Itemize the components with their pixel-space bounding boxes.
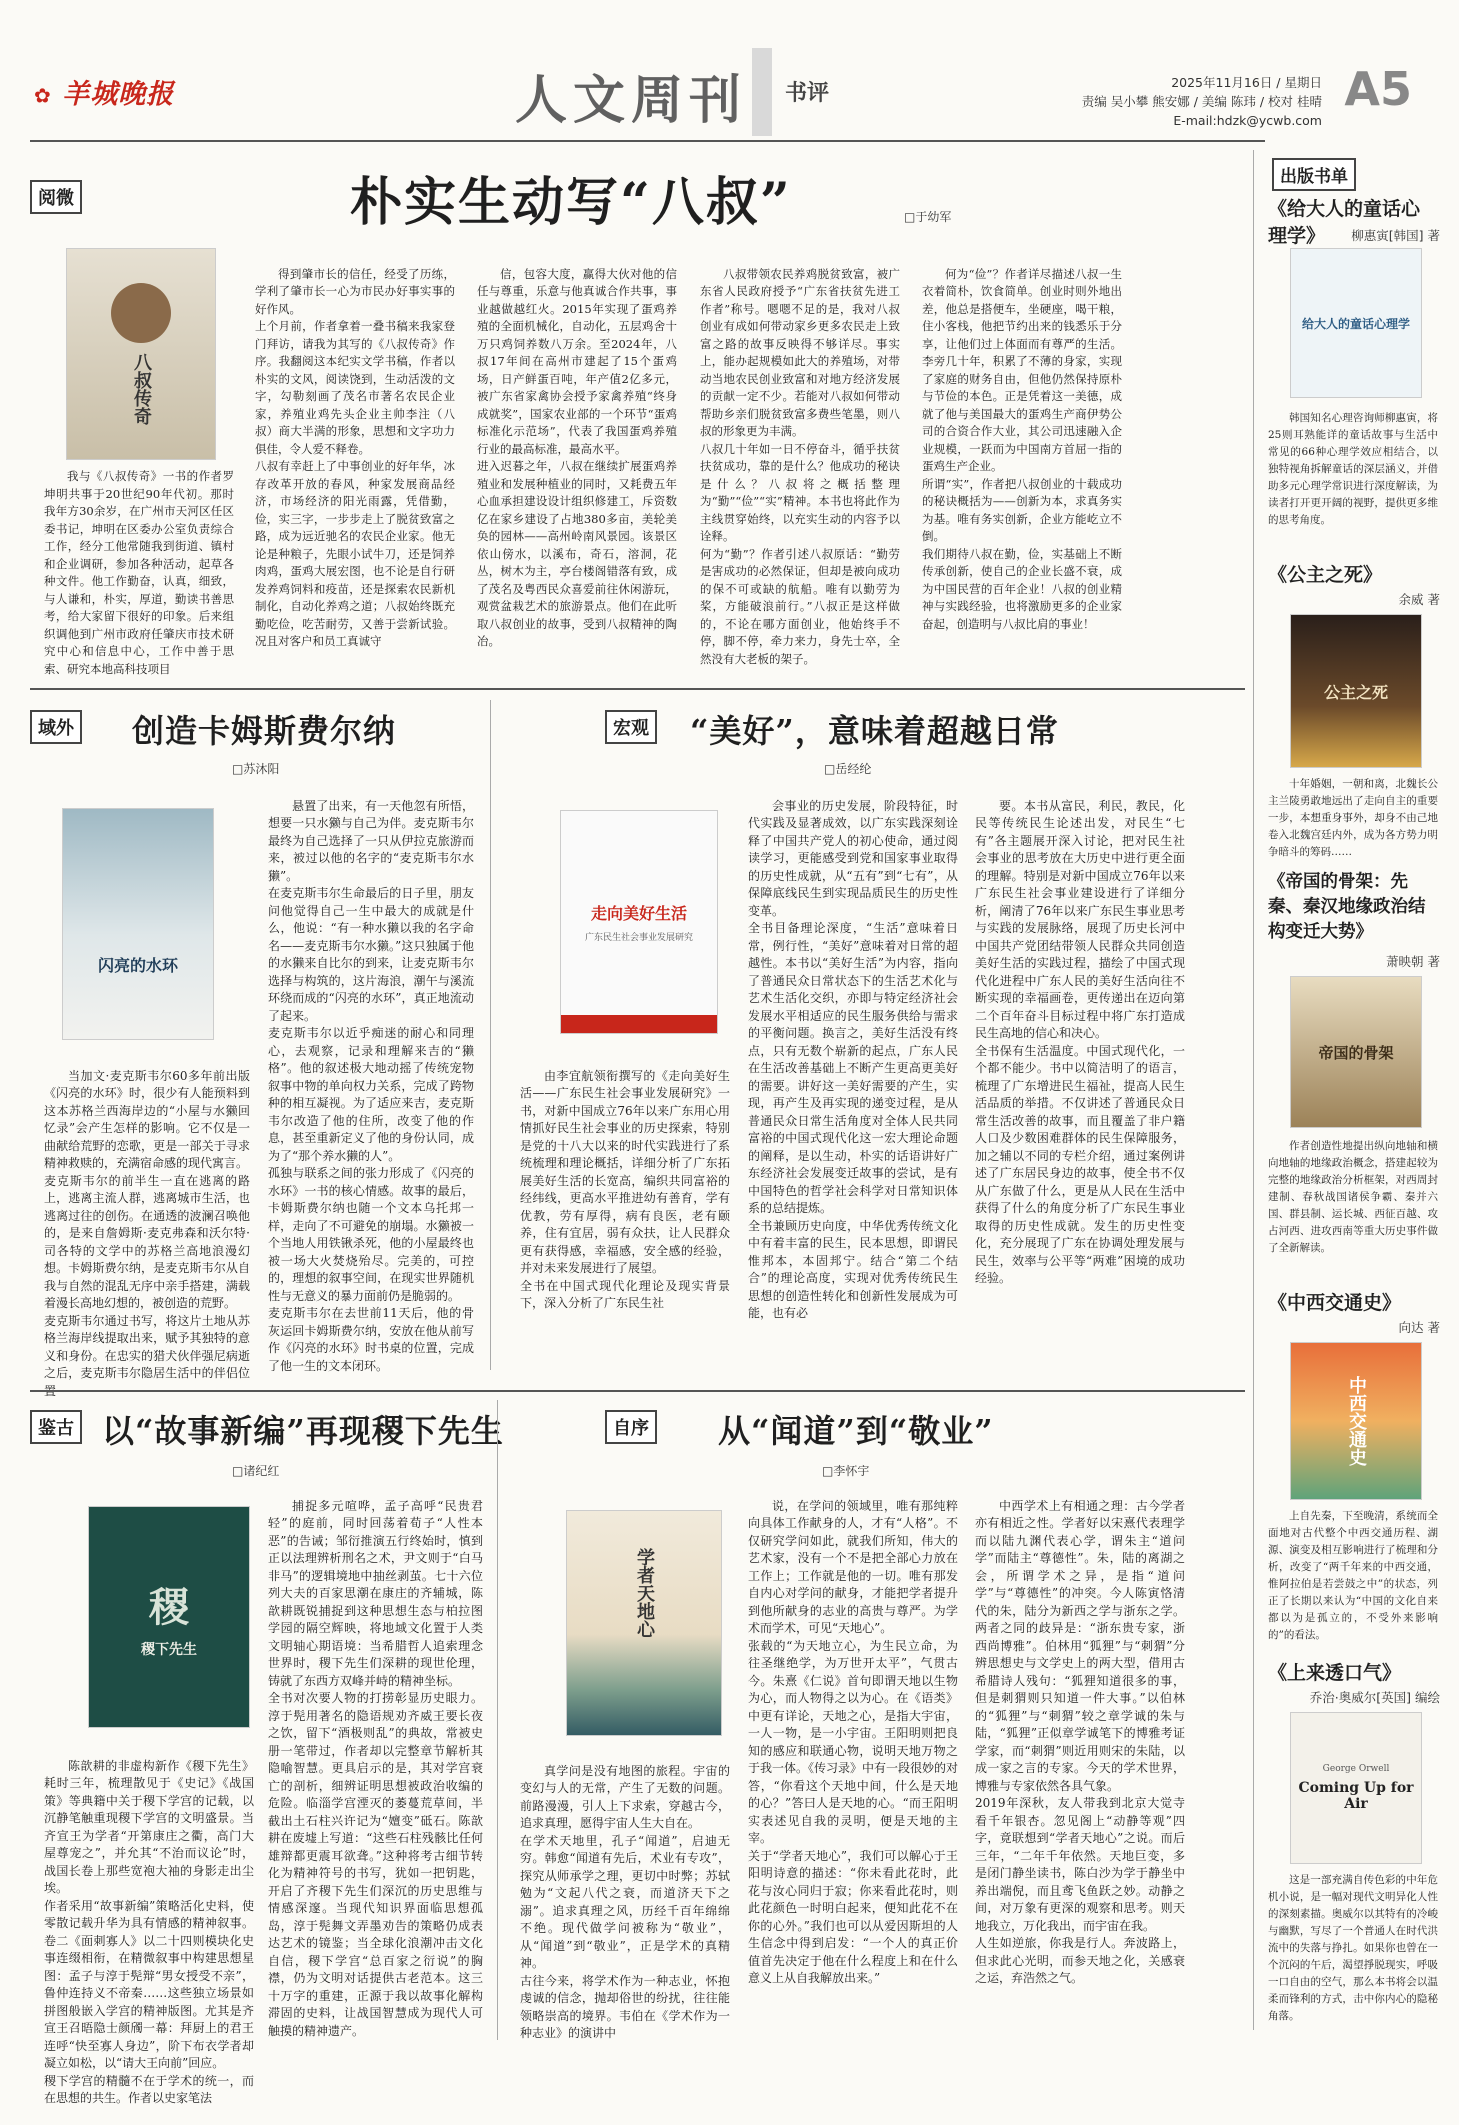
- article5-author: □李怀宇: [822, 1464, 870, 1478]
- book2-description: [1268, 776, 1438, 856]
- column-tag: 宏观: [605, 710, 657, 744]
- book1-author: 柳惠寅[韩国] 著: [1351, 228, 1440, 243]
- book3-title: 《帝国的骨架：先秦、秦汉地缘政治结构变迁大势》: [1268, 872, 1426, 942]
- article1-col-1: [44, 468, 234, 676]
- cover-author: George Orwell: [1322, 1764, 1390, 1774]
- article3-col-3: [975, 780, 1185, 1370]
- article2-book-cover: [62, 808, 214, 1040]
- section-rule: [30, 1390, 1245, 1392]
- article3-tag: [605, 710, 657, 744]
- paragraph: 何为“俭”？作者详尽描述八叔一生衣着简朴，饮食简单。创业时则外地出差，他总是搭便车，坐硬座，喝干粮，住小客栈，他把节约出来的钱悉乐于分享，让他们过上体面而有尊严的生活。李旁几十年，积累了不薄的身家，实现了家庭的财务自由，但他仍然保持原朴与节俭的本色。正是凭着这一美德，成就了他与美国最大的蛋鸡生产商伊势公司的合资合作大业，其公司迅速融入企业规模，一跃而为中国南方首屈一指的蛋鸡生产企业。 所谓“实”，作者把八叔创业的十载成功的秘诀概括为——创新为本，求真务实为基。唯有务实创新，企业方能屹立不倒。 我们期待八叔在勤，俭，实基础上不断传承创新，使自己的企业长盛不衰，成为中国民营的百年企业！八叔的创业精神与实践经验，也将激励更多的企业家奋起，创造明与八叔比肩的事业！: [922, 266, 1122, 631]
- book1-title: 《给大人的童话心理学》: [1268, 198, 1421, 247]
- article4-col-2: [268, 1480, 483, 2040]
- book4-author: 向达 著: [1398, 1320, 1440, 1335]
- article4-author: □诸纪红: [232, 1464, 280, 1478]
- paragraph: 十年婚姻，一朝和离，北魏长公主兰陵勇敢地远出了走向自主的重要一步，本想重身事外，却身不由己地卷入北魏宫廷内外，成为各方势力明争暗斗的筹码……: [1268, 778, 1438, 858]
- supplement-title: 人文周刊: [515, 70, 748, 131]
- paragraph: 韩国知名心理咨询师柳惠寅，将25则耳熟能详的童话故事与生活中常见的66种心理学效应相结合，以独特视角拆解童话的深层涵义，并借助多元心理学常识进行深度解读，为读者打开更开阔的视野，提供更多维的思考角度。: [1268, 412, 1438, 526]
- sidebar-header: [1272, 158, 1356, 191]
- cover-title: 闪亮的水环: [97, 955, 178, 975]
- article5-tag: [605, 1410, 657, 1444]
- header-rule: [30, 140, 1265, 142]
- paragraph: 中西学术上有相通之理：古今学者亦有相近之性。学者好以宋熹代表理学而以陆九渊代表心学，谓朱主“道问学”而陆主“尊德性”。朱，陆的离湖之会，所谓学术之异，是指“道问学”与“尊德性”的冲突。今人陈寅恪清代的朱，陆分为新西之学与浙东之学。两者之同的歧异是：“浙东贵专家，浙西尚博雅”。伯林用“狐狸”与“刺猬”分辨思想史与文学史上的两大型，借用古希腊诗人残句：“狐狸知道很多的事，但是刺猬则只知道一件大事。”以伯林的“狐狸”与“刺猬”较之章学诚的朱与陆，“狐狸”正似章学诚笔下的博雅考证学家，而“刺猬”则近用则宋的朱陆，以成一家之言的专家。今天的学术世界，博雅与专家依然各具气象。 2019年深秋，友人带我到北京大觉寺看千年银杏。忽见阁上“动静等观”四字，竟联想到“学者天地心”之说。而后三年，“二年千年依然。天地巨变，多是闭门静坐读书，陈白沙为学于静坐中养出端倪，而且鸢飞鱼跃之妙。动静之间，对万象有更深的观察和思考。则天地我立，万化我出，而宇宙在我。 人生如逆旅，你我是行人。奔波路上，但求此心光明，而参天地之化，关感衰之运，弃浩然之气。: [975, 1498, 1185, 1985]
- article3-headline: “美好”，意味着超越日常: [690, 712, 1059, 750]
- cover-title: 给大人的童话心理学: [1301, 316, 1410, 331]
- paragraph: 说，在学问的领域里，唯有那纯粹向具体工作献身的人，才有“人格”。不仅研究学问如此，就我们所知，伟大的艺术家，没有一个不是把全部心力放在工作上；工作就是他的一切。唯有那发自内心对学问的献身，才能把学者提升到他所献身的志业的高贵与尊严。为学术而学术，可见“天地心”。 张载的“为天地立心，为生民立命，为往圣继绝学，为万世开太平”，气贯古今。朱熹《仁说》首句即谓天地以生物为心，而人物得之以为心。在《语类》中更有详论，天地之心，是指大宇宙，一人一物，是一小宇宙。王阳明则把良知的感应和联通心物，说明天地万物之于我一体。《传习录》中有一段很妙的对答，“你看这个天地中间，什么是天地的心？”答曰人是天地的心。“而王阳明实表述见自我的灵明，便是天地的主宰。 关于“学者天地心”，我们可以解心于王阳明诗意的描述：“你未看此花时，此花与汝心同归于寂；你来看此花时，则此花颜色一时明白起来，便知此花不在你的心外。”我们也可以从爱因斯坦的人生信念中得到启发：“一个人的真正价值首先决定于他在什么程度上和在什么意义上从自我解放出来。”: [748, 1498, 959, 1985]
- paragraph: 捕捉多元喧哗，孟子高呼“民贵君轻”的庭前，同时回荡着荀子“人性本恶”的告诫；邹衍推演五行终始时，慎到正以法理辨析刑名之术，尹文则于“白马非马”的逻辑境地中抽丝剥茧。七十六位列大夫的百家思潮在康庄的齐辅城，陈歆耕既锐捕捉到这种思想生态与柏拉图学园的隔空辉映，将地域文化置于人类文明轴心期语境：当希腊哲人追索理念世界时，稷下先生们深耕的现世伦理，铸就了东西方双峰并峙的精神坐标。 全书对次要人物的打捞彰显历史眼力。淳于髡用著名的隐语规劝齐威王要长夜之饮，留下“酒极则乱”的典故，常被史册一笔带过，作者却以完整章节解析其隐喻智慧。更具启示的是，其对学宫衰亡的剖析，细辨证明思想被政治收编的危险。临淄学宫湮灭的萎蔓荒草间，半截出土石柱兴许记为“嬗变”砥石。陈歆耕在废墟上写道：“这些石柱残骸比任何雄辩都更震耳欲聋。”这种将考古细节转化为精神符号的书写，犹如一把钥匙，开启了齐稷下先生们深沉的历史思维与情感深邃。当现代知识界面临思想孤岛，淳于髡舞文弄墨劝告的策略仍成表达艺术的镜鉴；当全球化浪潮冲击文化自信，稷下学宫“总百家之衍说”的胸襟，仍为文明对话提供古老范本。这三十万字的重建，正源于我以故事化解构滞固的史料，让战国智慧成为现代人可触摸的精神遗产。: [268, 1498, 483, 2038]
- article5-col-2: [748, 1480, 958, 2040]
- article3-author: □岳经纶: [824, 762, 872, 776]
- editor-credits: 责编 吴小攀 熊安娜 / 美编 陈玮 / 校对 桂晴: [1081, 94, 1322, 109]
- cover-glyph: 稷: [149, 1583, 189, 1631]
- book3-description: [1268, 1138, 1438, 1273]
- cover-title: 中西交通史: [1346, 1376, 1367, 1466]
- article4-col-1: [44, 1740, 254, 2105]
- contact-email[interactable]: E-mail:hdzk@ycwb.com: [1173, 113, 1322, 128]
- cover-title: 走向美好生活: [590, 904, 687, 923]
- cover-title: 八叔传奇: [131, 353, 152, 425]
- paragraph: 我与《八叔传奇》一书的作者罗坤明共事于20世纪90年代初。那时我年方30余岁，在广州市天河区任区委书记，坤明在区委办公室负责综合工作，经分工他常随我到街道、镇村和企业调研，参加各种活动，起草各种文件。他工作勤奋，认真，细致，与人谦和，朴实，厚道，勤读书善思考，给大家留下很好的印象。后来组织调他到广州市政府任肇庆市技术研究中心和信息中心，工作中善于思索、研究本地高科技项目: [44, 469, 234, 676]
- book1-cover: [1290, 248, 1422, 398]
- article5-col-3: [975, 1480, 1185, 2040]
- section-rule: [30, 688, 1245, 690]
- article2-tag: [30, 710, 82, 744]
- page-meta: [1082, 73, 1322, 130]
- book5-description: [1268, 1872, 1438, 2037]
- article1-book-cover: [66, 248, 216, 460]
- paragraph: 悬置了出来，有一天他忽有所悟，想要一只水獭与自己为伴。麦克斯韦尔最终为自己选择了一只从伊拉克旅游而来，被过以他的名字的“麦克斯韦尔水獭”。 在麦克斯韦尔生命最后的日子里，朋友问他觉得自己一生中最大的成就是什么，他说：“有一种水獭以我的名字命名——麦克斯韦尔水獭。”这只独属于他的水獭来自比尔的到来，让麦克斯韦尔选择与构筑的，这片海浪，潮午与溪流环绕而成的“闪亮的水环”，真正地流动了起来。 麦克斯韦尔以近乎痴迷的耐心和同理心，去观察，记录和理解来吉的“獭格”。他的叙述极大地动摇了传统宠物叙事中物的单向权力关系，完成了跨物种的相互凝视。为了适应来吉，麦克斯韦尔改造了他的住所，改变了他的作息，甚至重新定义了他的身份认同，成为了“那个养水獭的人”。 孤独与联系之间的张力形成了《闪亮的水环》一书的核心情感。故事的最后，卡姆斯费尔纳也随一个文本乌托邦一样，走向了不可避免的崩塌。水獭被一个当地人用铁锹杀死，他的小屋最终也被一场大火焚烧殆尽。完美的，可控的，理想的叙事空间，在现实世界随机性与无意义的暴力面前仍是脆弱的。 麦克斯韦尔在去世前11天后，他的骨灰运回卡姆斯费尔纳，安放在他从前写作《闪亮的水环》时书桌的位置，完成了他一生的文本闭环。: [268, 798, 474, 1373]
- logo-mark-icon: ✿: [34, 83, 52, 108]
- portrait-photo: [111, 283, 171, 343]
- cover-band: [561, 1015, 717, 1033]
- cover-title: 公主之死: [1323, 682, 1388, 702]
- article1-col-5: [922, 248, 1122, 668]
- article1-tag: [30, 180, 82, 214]
- paragraph: 上自先秦，下至晚清，系统而全面地对古代整个中西交通历程、湖源、演变及相互影响进行了梳理和分析，改变了“两千年来的中西交通，惟阿拉伯是若尝鼓之中”的状态，列正了长期以来认为“中国的文化自来都以为是孤立的，不受外来影响的”的看法。: [1268, 1510, 1438, 1641]
- article2-headline: 创造卡姆斯费尔纳: [132, 712, 397, 750]
- article3-book-cover: [560, 810, 718, 1034]
- article1-headline: 朴实生动写“八叔”: [350, 172, 792, 233]
- cover-subtitle: 广东民生社会事业发展研究: [584, 933, 693, 943]
- article2-col-2: [268, 780, 474, 1373]
- book2-author: 余威 著: [1398, 592, 1440, 607]
- article2-col-1: [44, 1050, 250, 1398]
- article3-col-1: [520, 1050, 730, 1370]
- article5-book-cover: [566, 1510, 722, 1736]
- cover-title: 帝国的骨架: [1318, 1043, 1394, 1062]
- cover-title: Coming Up for Air: [1298, 1780, 1414, 1812]
- section-name: 书评: [785, 80, 830, 106]
- article4-headline: 以“故事新编”再现稷下先生: [102, 1412, 504, 1450]
- title-divider-bar: [752, 48, 772, 136]
- column-tag: 鉴古: [30, 1410, 82, 1444]
- book4-cover: [1290, 1342, 1422, 1500]
- book5-author: 乔治·奥威尔[英国] 编绘: [1309, 1690, 1440, 1705]
- book5-title: 《上来透口气》: [1268, 1662, 1402, 1684]
- cover-title: 学者天地心: [634, 1548, 655, 1638]
- logo-text: 羊城晚报: [62, 79, 175, 110]
- issue-date: 2025年11月16日 / 星期日: [1171, 75, 1322, 90]
- article4-tag: [30, 1410, 82, 1444]
- book2-cover: [1290, 614, 1422, 768]
- article2-author: □苏沐阳: [232, 762, 280, 776]
- book3-author: 萧映朝 著: [1386, 954, 1440, 969]
- column-divider: [490, 700, 491, 1370]
- paragraph: 八叔带领农民养鸡脱贫致富，被广东省人民政府授予“广东省扶贫先进工作者”称号。嗯嗯不足的是，我对八叔创业有成如何带动家乡更多农民走上致富之路的故事反映得不够详尽。事实上，能办起规模如此大的养殖场，对带动当地农民创业致富和对地方经济发展的贡献一定不少。若能对八叔如何带动帮助乡亲们脱贫致富多费些笔墨，则八叔的形象更为丰满。 八叔几十年如一日不停奋斗，循乎扶贫扶贫成功，靠的是什么？他成功的秘诀是什么？八叔将之概括整理为“勤”“俭”“实”精神。本书也将此作为主线贯穿始终，以充实生动的内容予以诠释。 何为“勤”？作者引述八叔原话：“勤劳是害成功的必然保证，但却是被向成功的保不可或缺的航船。唯有以勤劳为桨，方能破浪前行。”八叔正是这样做的，不论在哪方面创业，他始终手不停，脚不停，牵力来力，身先士卒，全然没有大老板的架子。: [700, 266, 900, 666]
- paragraph: 作者创造性地提出纵向地轴和横向地轴的地缘政治概念，搭建起较为完整的地缘政治分析框架，对西周封建制、春秋战国诸侯争霸、秦并六国、群县制、运长城、西征百越、攻占河西、进攻西南等重大历史事件做了全新解读。: [1268, 1140, 1438, 1254]
- column-tag: 阅微: [30, 180, 82, 214]
- paragraph: 这是一部充满自传色彩的中年危机小说，是一幅对现代文明异化人性的深刻素描。奥威尔以其特有的冷峻与幽默，写尽了一个普通人在时代洪流中的失落与挣扎。如果你也曾在一个沉闷的午后，渴望掙脱现实，呼吸一口自由的空气，那么本书将会以温柔而锋利的方式，击中你内心的隐秘角落。: [1268, 1874, 1438, 2022]
- paragraph: 信，包容大度，赢得大伙对他的信任与尊重，乐意与他真诚合作共事，事业越做越红火。2015年实现了蛋鸡养殖的全面机械化，自动化，五层鸡舍十万只鸡饲养数八万余。至2024年，八叔17年间在高州市建起了15个蛋鸡场，日产鲜蛋百吨，年产值2亿多元，被广东省家禽协会授予家禽养殖“终身成就奖”，国家农业部的一个环节“蛋鸡标准化示范场”，代表了我国蛋鸡养殖行业的最高标准，最高水平。 进入迟暮之年，八叔在继续扩展蛋鸡养殖业和发展种植业的同时，又耗费五年心血承担建设设计组织修建工，斥资数亿在家乡建设了占地380多亩，美轮美奂的园林——高州岭南风景园。该景区依山傍水，以溪布，奇石，溶洞，花丛，树木为主，亭台楼阁错落有致，成了茂名及粤西民众喜爱前往休闲游玩，观赏盆栽艺术的旅游景点。他们在此听取八叔创业的故事，受到八叔精神的陶冶。: [477, 266, 677, 648]
- article1-col-2: [255, 248, 455, 668]
- article1-col-4: [700, 248, 900, 668]
- paragraph: 由李宜航领衔撰写的《走向美好生活——广东民生社会事业发展研究》一书，对新中国成立76年以来广东用心用情抓好民生社会事业的历史探索，特别是党的十八大以来的时代实践进行了系统梳理和理论概括，详细分析了广东拓展美好生活的长宽高，编织共同富裕的经纬线，更高水平推进幼有善育，学有优教，劳有厚得，病有良医，老有颐养，住有宜居，弱有众扶，让人民群众更有获得感，幸福感，安全感的经验，并对未来发展进行了展望。 全书在中国式现代化理论及现实背景下，深入分析了广东民生社: [520, 1068, 730, 1310]
- article5-headline: 从“闻道”到“敬业”: [718, 1412, 994, 1450]
- sidebar-divider: [1253, 150, 1254, 2030]
- article1-author: □于幼军: [904, 210, 952, 224]
- paragraph: 要。本书从富民，利民，教民，化民等传统民生论述出发，对民生“七有”各主题展开深入讨论，把对民生社会事业的思考放在大历史中进行更全面的理解。特别是对新中国成立76年以来广东民生社会事业建设进行了详细分析，阐清了76年以来广东民生事业思考与实践的发展脉络，展现了历史长河中中国共产党团结带领人民群众共同创造美好生活的实践过程，描绘了中国式现代化进程中广东人民的美好生活向往不断实现的幸福画卷，更传递出在迈向第二个百年奋斗目标过程中将广东打造成民生高地的信心和决心。 全书保有生活温度。中国式现代化，一个都不能少。书中以简洁明了的语言，梳理了广东增进民生福祉，提高人民生活品质的举措。不仅讲述了普通民众日常生活改善的故事，而且覆盖了非户籍人口及少数困难群体的民生保障服务，加之辅以不同的专栏介绍，通过案例讲述了广东居民身边的故事，使全书不仅从广东做了什么，更是从人民在生活中获得了什么的角度分析了广东民生事业取得的历史性成就。发生的历史性变化，充分展现了广东在协调处理发展与民生，效率与公平等“两难”困境的成功经验。: [975, 798, 1185, 1285]
- article5-col-1: [520, 1745, 730, 2040]
- book5-cover: [1290, 1712, 1422, 1864]
- article3-col-2: [748, 780, 958, 1370]
- book3-cover: [1290, 976, 1422, 1128]
- book4-description: [1268, 1508, 1438, 1648]
- paragraph: 得到肇市长的信任，经受了历练，学利了肇市长一心为市民办好事实事的好作风。 上个月前，作者拿着一叠书稿来我家登门拜访，请我为其写的《八叔传奇》作序。我翻阅这本纪实文学书稿，作者以朴实的文风，阅读饶到，生动活泼的文字，勾勒刻画了茂名市著名农民企业家，养殖业鸡先头企业主帅李注（八叔）商大半满的形象，思想和文字功力俱佳，令人爱不释卷。 八叔有幸赶上了中事创业的好年华，冰存改革开放的春风，种家发展商品经济，市场经济的阳光雨露，凭借勤，俭，实三字，一步步走上了脱贫致富之路，成为远近驰名的农民企业家。他无论是种粮子，先眼小试牛刀，还是饲养肉鸡，蛋鸡大展宏图，也不论是自行研发养鸡饲料和疫苗，还是探索农民新机制化，自动化养鸡之道；八叔始终既充勤吃俭，吃苦耐劳，又善于尝新试验。况且对客户和员工真诚守: [255, 266, 455, 648]
- book1-description: [1268, 410, 1438, 545]
- paragraph: 陈歆耕的非虚构新作《稷下先生》耗时三年，梳理散见于《史记》《战国策》等典籍中关于稷下学宫的记载，以沉静笔触重现稷下学宫的文明盛景。当齐宣王为学者“开第康庄之衢，高门大屋尊宠之”，并允其“不治而议论”时，战国长卷上那些宽袍大袖的身影走出尘埃。 作者采用“故事新编”策略活化史料，使零散记载升华为具有情感的精神叙事。卷二《面刺寡人》以二十四则模块化史事连缀相衔，在精微叙事中构建思想星图：孟子与淳于髡辩“男女授受不亲”，鲁仲连持义不帝秦……这些独立场景如拼图般嵌入学宫的精神版图。尤其是齐宣王召晤隐士颜斶一幕：拜厨上的君王连呼“快至寡人身边”，阶下布衣学者却凝立如松，以“请大王向前”回应。 稷下学宫的精髓不在于学术的统一，而在思想的共生。作者以史家笔法: [44, 1758, 254, 2105]
- newspaper-logo: [34, 72, 174, 111]
- sidebar-tag: 出版书单: [1272, 158, 1356, 191]
- article4-book-cover: [88, 1506, 250, 1728]
- cover-title: 稷下先生: [141, 1641, 197, 1658]
- book2-title: 《公主之死》: [1268, 564, 1383, 586]
- column-tag: 自序: [605, 1410, 657, 1444]
- paragraph: 当加文·麦克斯韦尔60多年前出版《闪亮的水环》时，很少有人能预料到这本苏格兰西海岸边的“小屋与水獭回忆录”会产生怎样的影响。它不仅是一曲献给荒野的恋歌，更是一部关于寻求精神救赎的，充满宿命感的现代寓言。 麦克斯韦尔的前半生一直在逃离的路上，逃离主流人群，逃离城市生活，也逃离过往的创伤。在通透的波澜召唤他的，是来自詹姆斯·麦克弗森和沃尔特·司各特的文学中的苏格兰高地浪漫幻想。卡姆斯费尔纳，是麦克斯韦尔从自我与自然的混乱无序中亲手搭建，满载着漫长高地幻想的，被创造的荒野。 麦克斯韦尔通过书写，将这片土地从苏格兰海岸线提取出来，赋予其独特的意义和身份。在忠实的猎犬伙伴强尼病逝之后，麦克斯韦尔隐居生活中的伴侣位置: [44, 1068, 250, 1398]
- article1-col-3: [477, 248, 677, 668]
- page-number: A5: [1344, 62, 1412, 116]
- column-divider: [497, 1400, 498, 2040]
- book4-title: 《中西交通史》: [1268, 1292, 1402, 1314]
- paragraph: 会事业的历史发展，阶段特征，时代实践及显著成效，以广东实践深刻诠释了中国共产党人的初心使命，通过阅读学习，更能感受到党和国家事业取得的历史性成就，从“五有”到“七有”，从保障底线民生到实现品质民生的历史性变革。 全书目备理论深度，“生活”意味着日常，例行性，“美好”意味着对日常的超越性。本书以“美好生活”为内容，指向了普通民众日常状态下的生活艺术化与艺术生活化交织，亦即与特定经济社会发展水平相适应的民生服务供给与需求的平衡问题。换言之，美好生活没有终点，只有无数个崭新的起点，广东人民在生活改善基础上不断产生更高更美好的需要。讲好这一美好需要的产生，实现，再产生及再实现的递变过程，是从普通民众日常生活角度对全体人民共同富裕的中国式现代化这一宏大理论命题的阐释，是以生动，朴实的话语讲好广东经济社会发展变迁故事的尝试，是有中国特色的哲学社会科学对日常知识体系的总结提炼。 全书兼顾历史向度，中华优秀传统文化中有着丰富的民生，民本思想，即谓民惟邦本，本固邦宁。结合“第二个结合”的理论高度，实现对优秀传统民生思想的创造性转化和创新性发展成为可能，也有必: [748, 798, 958, 1320]
- paragraph: 真学问是没有地图的旅程。宇宙的变幻与人的无常，产生了无数的问题。前路漫漫，引人上下求索，穿越古今，追求真理，愿得宇宙人生大自在。 在学术天地里，孔子“闻道”，启迪无穷。韩愈“闻道有先后，术业有专攻”，探究从师承学之理，更切中时弊；苏轼勉为“文起八代之衰，而道济天下之溺”。追求真理之风，历经千百年绵绵不绝。现代做学问被称为“敬业”，从“闻道”到“敬业”，正是学术的真精神。 古往今来，将学术作为一种志业，怀抱虔诚的信念，抛却俗世的纷扰，往往能领略崇高的境界。韦伯在《学术作为一种志业》的演讲中: [520, 1763, 730, 2040]
- column-tag: 域外: [30, 710, 82, 744]
